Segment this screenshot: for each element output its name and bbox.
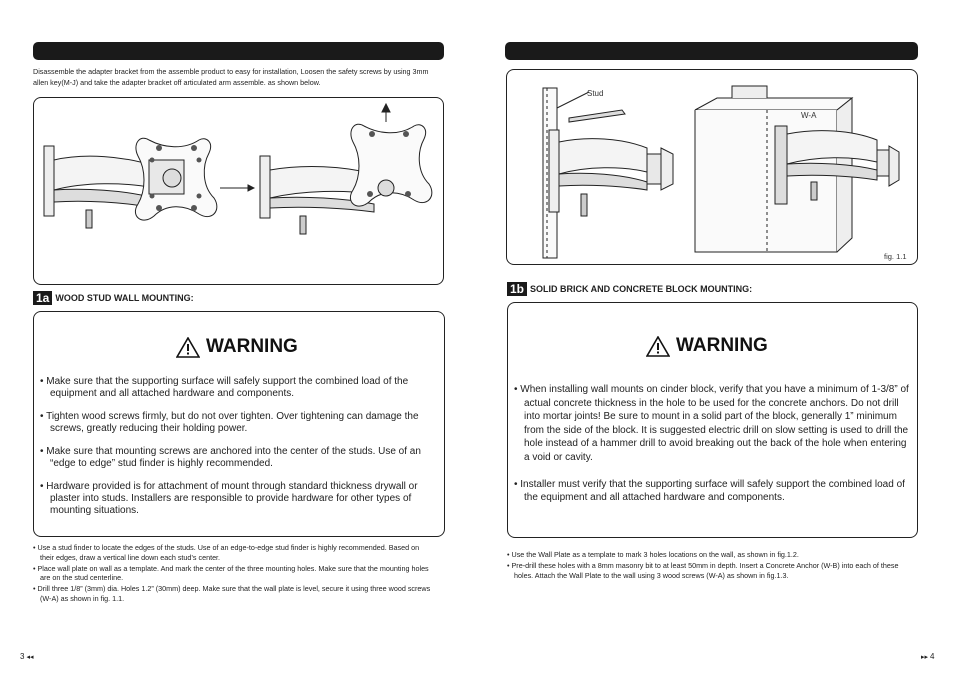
stud-figure bbox=[543, 88, 673, 258]
separated-mount-figure bbox=[260, 104, 432, 234]
left-warning-box bbox=[33, 311, 445, 537]
right-header-bar bbox=[505, 42, 918, 60]
forward-arrows-icon: ▸▸ bbox=[921, 653, 929, 661]
section-1a-tag: 1a bbox=[33, 291, 52, 305]
back-arrows-icon: ◂◂ bbox=[26, 653, 34, 661]
right-notes bbox=[507, 550, 912, 581]
figure-caption: fig. 1.1 bbox=[884, 252, 907, 261]
warning-triangle-icon bbox=[646, 336, 670, 357]
left-notes bbox=[33, 543, 433, 605]
wa-label: W-A bbox=[801, 111, 817, 120]
left-warning-list bbox=[40, 376, 440, 528]
section-1b-title: SOLID BRICK AND CONCRETE BLOCK MOUNTING: bbox=[530, 284, 753, 294]
note-item: • Drill three 1/8” (3mm) dia. Holes 1.2” (30mm) deep. Make sure that the wall plate is level, secure it using three wood screws (W-A) as shown in fig. 1.1. bbox=[33, 584, 431, 603]
note-item: • Place wall plate on wall as a template. And mark the center of the three mounting holes. Make sure that the mounting holes are on the stud centerline. bbox=[33, 563, 429, 583]
left-page-number: 3 ◂◂ bbox=[20, 652, 34, 661]
left-warning-title: WARNING bbox=[206, 336, 298, 357]
right-warning-list bbox=[514, 383, 912, 518]
wall-block-figure bbox=[695, 86, 899, 252]
disassembly-illustration bbox=[34, 98, 442, 283]
stud-mount-figure-box bbox=[506, 69, 918, 265]
right-warning-heading bbox=[646, 335, 768, 357]
section-1a-title: WOOD STUD WALL MOUNTING: bbox=[55, 293, 194, 303]
warning-item: • Tighten wood screws firmly, but do not over tighten. Over tightening can damage the screws, greatly reducing their holding power. bbox=[40, 411, 419, 434]
stud-label: Stud bbox=[587, 89, 604, 98]
assembled-mount-figure bbox=[44, 138, 217, 228]
warning-item: • Hardware provided is for attachment of mount through standard thickness drywall or plaster into studs. Installers are responsible to provide hardware for other types of mounting situations. bbox=[40, 481, 418, 516]
section-1b-tag: 1b bbox=[507, 282, 527, 296]
warning-item: • When installing wall mounts on cinder block, verify that you have a minimum of 1-3/8” of actual concrete thickness in the hole to be used for the concrete anchors. Do not drill into mortar joints! Be sure to mount in a solid part of the block, generally 1” minimum from the side of the block. It is suggested electric drill on slow setting is used to drill the hole instead of a hammer drill to avoid breaking out the back of the hole when entering a void or cavity. bbox=[514, 384, 909, 463]
right-warning-title: WARNING bbox=[676, 335, 768, 356]
note-item: • Pre-drill these holes with a 8mm masonry bit to at least 50mm in depth. Insert a Concrete Anchor (W-B) into each of these holes. Attach the Wall Plate to the wall using 3 wood screws (W-A) as shown in fig.1.3. bbox=[507, 560, 899, 580]
right-page-number: ▸▸ 4 bbox=[921, 652, 935, 661]
note-item: • Use the Wall Plate as a template to mark 3 holes locations on the wall, as shown in fig.1.2. bbox=[507, 550, 799, 559]
left-warning-heading bbox=[176, 336, 298, 358]
note-item: • Use a stud finder to locate the edges of the studs. Use of an edge-to-edge stud finder is highly recommended. Based on their edges, draw a vertical line down each stud’s center. bbox=[33, 543, 420, 562]
stud-mount-illustration bbox=[507, 70, 916, 263]
right-arrow-icon bbox=[220, 185, 254, 191]
warning-item: • Make sure that mounting screws are anchored into the center of the studs. Use of an “edge to edge” stud finder is highly recommended. bbox=[40, 446, 421, 469]
right-warning-box bbox=[507, 302, 918, 538]
intro-text: Disassemble the adapter bracket from the assemble product to easy for installation, Loosen the safety screws by using 3mm allen key(M-J) and take the adapter bracket off articulated arm assemble. as shown below. bbox=[33, 67, 429, 87]
left-header-bar bbox=[33, 42, 444, 60]
warning-item: • Make sure that the supporting surface will safely support the combined load of the equipment and all attached hardware and components. bbox=[40, 376, 409, 399]
warning-item: • Installer must verify that the supporting surface will safely support the combined load of the equipment and all attached hardware and components. bbox=[514, 478, 905, 504]
section-1b-heading bbox=[507, 282, 752, 296]
section-1a-heading bbox=[33, 291, 194, 305]
disassembly-figure-box bbox=[33, 97, 444, 285]
warning-triangle-icon bbox=[176, 337, 200, 358]
